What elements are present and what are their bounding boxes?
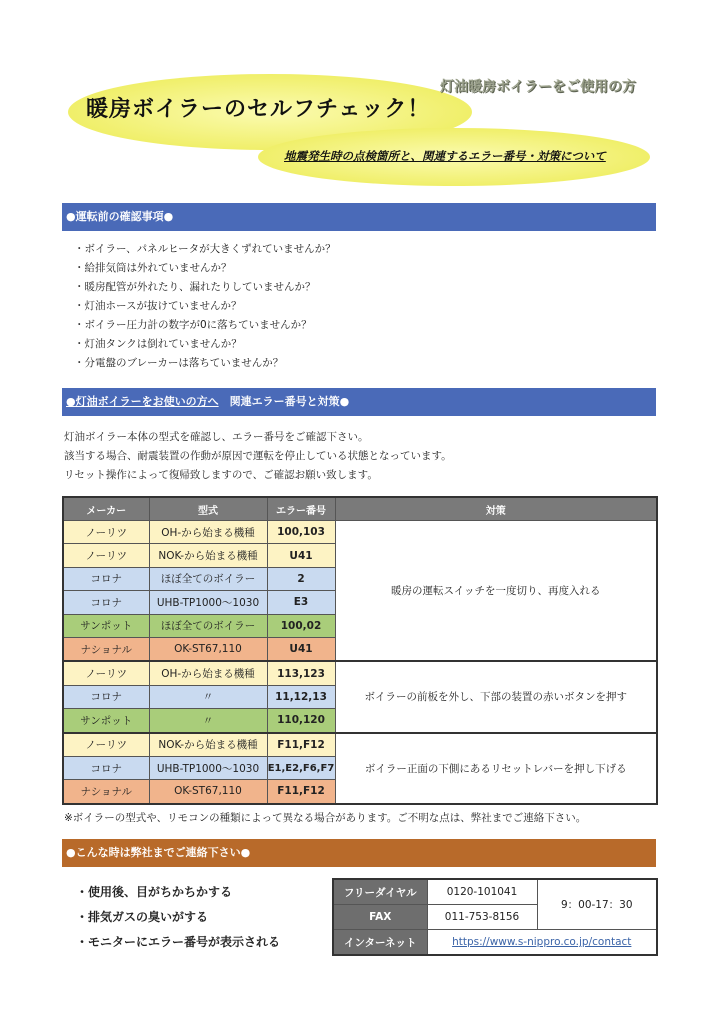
list-item: ・分電盤のブレーカーは落ちていませんか？ (74, 357, 284, 369)
column-header-solution: 対策 (335, 497, 657, 521)
error-code-cell: F11,F12 (267, 733, 335, 757)
error-code-table (62, 496, 658, 805)
list-item: ・給排気筒は外れていませんか？ (74, 262, 232, 274)
section-heading-errors-part2: 関連エラー番号と対策● (218, 395, 350, 408)
list-item: ・モニターにエラー番号が表示される (76, 935, 281, 949)
maker-cell: ナショナル (63, 637, 149, 661)
error-code-cell: E3 (267, 591, 335, 614)
free-dial-number[interactable]: 0120-101041 (427, 879, 537, 905)
model-cell: OH-から始まる機種 (149, 521, 267, 544)
error-code-cell: 110,120 (267, 709, 335, 733)
model-cell: OK-ST67,110 (149, 637, 267, 661)
table-header-row (63, 497, 657, 521)
model-cell: 〃 (149, 685, 267, 708)
list-item: ・ボイラー、パネルヒータが大きくずれていませんか？ (74, 243, 336, 255)
solution-cell: ボイラーの前板を外し、下部の装置の赤いボタンを押す (335, 661, 657, 732)
maker-cell: ナショナル (63, 780, 149, 804)
error-code-cell: E1,E2,F6,F7 (267, 756, 335, 779)
error-code-cell: 100,02 (267, 614, 335, 637)
maker-cell: ノーリツ (63, 733, 149, 757)
audience-caption: 灯油暖房ボイラーをご使用の方 (440, 79, 636, 95)
list-item: ・使用後、目がちかちかする (76, 885, 233, 899)
model-cell: UHB-TP1000～1030 (149, 756, 267, 779)
column-header-model: 型式 (149, 497, 267, 521)
intro-line: リセット操作によって復帰致しますので、ご確認お願い致します。 (64, 469, 378, 481)
error-code-cell: 100,103 (267, 521, 335, 544)
section-heading-errors-part1: ●灯油ボイラーをお使いの方へ (66, 395, 219, 408)
list-item: ・灯油タンクは倒れていませんか？ (74, 338, 242, 350)
precheck-list (74, 240, 336, 373)
solution-cell: ボイラー正面の下側にあるリセットレバーを押し下げる (335, 733, 657, 804)
list-item: ・排気ガスの臭いがする (76, 910, 209, 924)
model-cell: ほぼ全てのボイラー (149, 567, 267, 590)
error-code-cell: 113,123 (267, 661, 335, 685)
business-hours: 9：00-17：30 (537, 879, 657, 930)
intro-line: 灯油ボイラー本体の型式を確認し、エラー番号をご確認下さい。 (64, 431, 369, 443)
table-row (63, 521, 657, 544)
table-row (63, 661, 657, 685)
page-title: 暖房ボイラーのセルフチェック！ (86, 97, 431, 122)
error-code-cell: F11,F12 (267, 780, 335, 804)
section-heading-errors (62, 388, 656, 416)
maker-cell: コロナ (63, 567, 149, 590)
fax-number: 011-753-8156 (427, 905, 537, 930)
maker-cell: サンポット (63, 614, 149, 637)
errors-intro (64, 428, 452, 485)
contact-table (332, 878, 658, 956)
fax-label: FAX (333, 905, 427, 930)
model-cell: NOK-から始まる機種 (149, 544, 267, 567)
contact-row-free (333, 879, 657, 905)
column-header-error: エラー番号 (267, 497, 335, 521)
error-code-cell: 2 (267, 567, 335, 590)
column-header-maker: メーカー (63, 497, 149, 521)
error-code-cell: U41 (267, 637, 335, 661)
intro-line: 該当する場合、耐震装置の作動が原因で運転を停止している状態となっています。 (64, 450, 452, 462)
maker-cell: ノーリツ (63, 544, 149, 567)
table-row (63, 733, 657, 757)
free-dial-label: フリーダイヤル (333, 879, 427, 905)
section-heading-contact: ●こんな時は弊社までご連絡下さい● (62, 839, 656, 867)
model-cell: 〃 (149, 709, 267, 733)
maker-cell: ノーリツ (63, 661, 149, 685)
model-cell: OH-から始まる機種 (149, 661, 267, 685)
model-cell: OK-ST67,110 (149, 780, 267, 804)
page-subtitle: 地震発生時の点検箇所と、関連するエラー番号・対策について (284, 149, 606, 163)
contact-row-web (333, 930, 657, 956)
list-item: ・ボイラー圧力計の数字が0に落ちていませんか？ (74, 319, 312, 331)
table-footnote: ※ボイラーの型式や、リモコンの種類によって異なる場合があります。ご不明な点は、弊社までご連絡下さい。 (64, 812, 587, 824)
model-cell: UHB-TP1000～1030 (149, 591, 267, 614)
solution-cell: 暖房の運転スイッチを一度切り、再度入れる (335, 521, 657, 662)
maker-cell: サンポット (63, 709, 149, 733)
error-code-cell: U41 (267, 544, 335, 567)
list-item: ・灯油ホースが抜けていませんか？ (74, 300, 242, 312)
internet-label: インターネット (333, 930, 427, 956)
maker-cell: コロナ (63, 685, 149, 708)
error-code-cell: 11,12,13 (267, 685, 335, 708)
list-item: ・暖房配管が外れたり、漏れたりしていませんか？ (74, 281, 316, 293)
maker-cell: コロナ (63, 756, 149, 779)
maker-cell: コロナ (63, 591, 149, 614)
model-cell: ほぼ全てのボイラー (149, 614, 267, 637)
maker-cell: ノーリツ (63, 521, 149, 544)
symptom-list (76, 880, 280, 955)
section-heading-precheck: ●運転前の確認事項● (62, 203, 656, 231)
model-cell: NOK-から始まる機種 (149, 733, 267, 757)
contact-link[interactable]: https://www.s-nippro.co.jp/contact (452, 936, 632, 948)
